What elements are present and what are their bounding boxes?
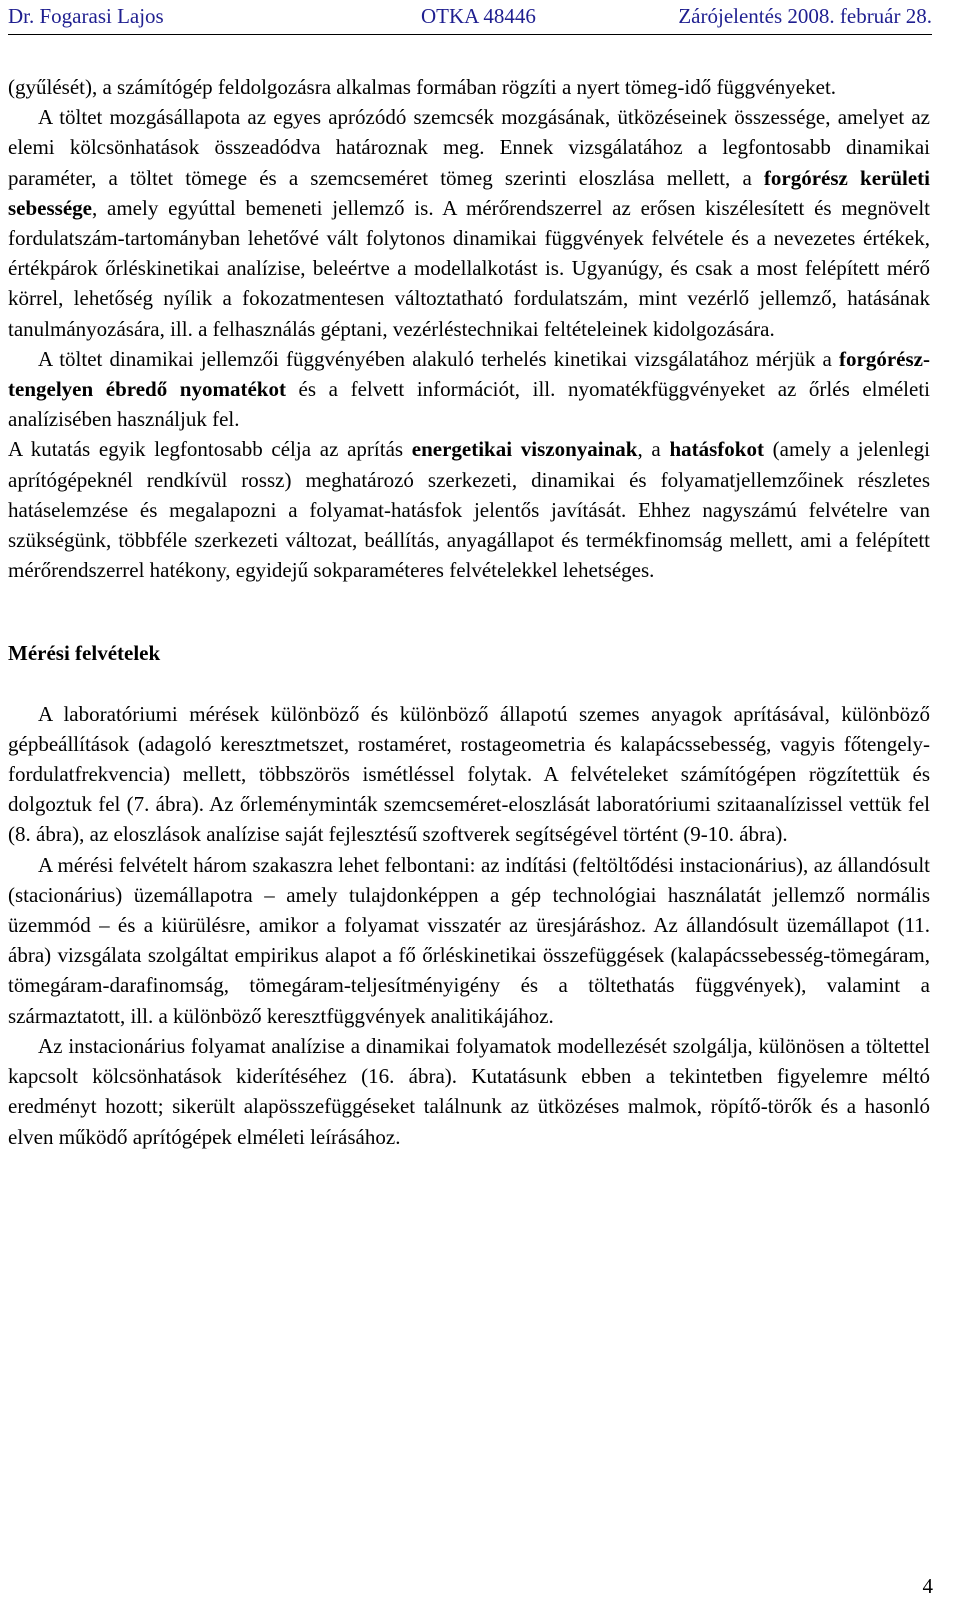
paragraph-torque: A töltet dinamikai jellemzői függvényében alakuló terhelés kinetikai vizsgálatához mérjük a forgórész-tengelyen ébredő nyomatékot és a felvett információt, ill. nyomatékfüggvényeket az őrlés elméleti analízisében használjuk fel. (8, 346, 930, 432)
header-project-id: OTKA 48446 (421, 4, 536, 28)
paragraph-measurement-phases: A mérési felvételt három szakaszra lehet felbontani: az indítási (feltöltődési instacionárius), az állandósult (stacionárius) üzemállapotra – amely tulajdonképpen a gép technológiai használatát jellemző normális üzemmód – és a kiürülésre, amikor a folyamat visszatér az üresjáráshoz. Az állandósult üzemállapot (11. ábra) vizsgálata szolgáltat empirikus alapot a fő őrléskinetikai összefüggések (kalapácssebesség-tömegáram, tömegáram-darafinomság, tömegáram-teljesítményigény és a töltethatás függvények), valamint a származtatott, ill. a különböző keresztfüggvények analitikájához. (8, 852, 930, 1028)
emphasis-shaft-torque: forgórész-tengelyen ébredő nyomatékot (8, 346, 930, 402)
header-report-date: Zárójelentés 2008. február 28. (678, 4, 932, 28)
paragraph-instationary-analysis: Az instacionárius folyamat analízise a dinamikai folyamatok modellezését szolgálja, különösen a töltettel kapcsolt kölcsönhatások kiderítéséhez (16. ábra). Kutatásunk ebben a tekintetben figyelemre méltó eredményt hozott; sikerült alapösszefüggéseket találnunk az ütközéses malmok, röpítő-törők és a hasonló elven működő aprítógépek elméleti leírásához. (8, 1033, 930, 1149)
section-heading: Mérési felvételek (8, 641, 161, 666)
paragraph-continuation: (gyűlését), a számítógép feldolgozásra alkalmas formában rögzíti a nyert tömeg-idő függvényeket. (8, 75, 837, 99)
page-header (8, 2, 932, 35)
emphasis-energetics: energetikai viszonyainak (411, 437, 638, 462)
header-author: Dr. Fogarasi Lajos (8, 4, 164, 28)
emphasis-efficiency: hatásfokot (669, 437, 764, 462)
paragraph-research-goal: A kutatás egyik legfontosabb célja az aprítás energetikai viszonyainak, a hatásfokot (amely a jelenlegi aprítógépeknél rendkívül rossz) meghatározó szerkezeti, dinamikai és folyamatjellemzőinek részletes hatáselemzése és megalapozni a folyamat-hatásfok jelentős javítását. Ehhez nagyszámú felvételre van szükségünk, többféle szerkezeti változat, beállítás, anyagállapot és termékfinomság mellett, ami a felépített mérőrendszerrel hatékony, egyidejű sokparaméteres felvételekkel lehetséges. (8, 437, 930, 583)
paragraph-charge-dynamics: A töltet mozgásállapota az egyes aprózódó szemcsék mozgásának, ütközéseinek összessége, amelyet az elemi kölcsönhatások összeadódva határoznak meg. Ennek vizsgálatához a legfontosabb dinamikai paraméter, a töltet tömege és a szemcseméret tömeg szerinti eloszlása mellett, a forgórész kerületi sebessége, amely egyúttal bemeneti jellemző is. A mérőrendszerrel az erősen kiszélesített és megnövelt fordulatszám-tartományban lehetővé vált folytonos dinamikai függvények felvétele és a nevezetes értékek, értékpárok őrléskinetikai analízise, beleértve a modellalkotást is. Ugyanúgy, és csak a most felépített mérő körrel, lehetőség nyílik a fokozatmentesen változtatható fordulatszám, mint vezérlő jellemző, hatásának tanulmányozására, ill. a felhasználás géptani, vezérléstechnikai feltételeinek kidolgozására. (8, 105, 930, 341)
paragraph-lab-measurements: A laboratóriumi mérések különböző és különböző állapotú szemes anyagok aprításával, különböző gépbeállítások (adagoló keresztmetszet, rostaméret, rostageometria és kalapácssebesség, vagyis főtengely-fordulatfrekvencia) mellett, többszörös ismétléssel folytak. A felvételeket számítógépen rögzítettük és dolgoztuk fel (7. ábra). Az őrleményminták szemcseméret-eloszlását laboratóriumi szitaanalízissel vettük fel (8. ábra), az eloszlások analízise saját fejlesztésű szoftverek segítségével történt (9-10. ábra). (8, 701, 930, 847)
page-number: 4 (922, 1574, 933, 1598)
emphasis-rotor-speed: forgórész kerületi sebessége (8, 165, 930, 220)
document-body (8, 72, 930, 1152)
